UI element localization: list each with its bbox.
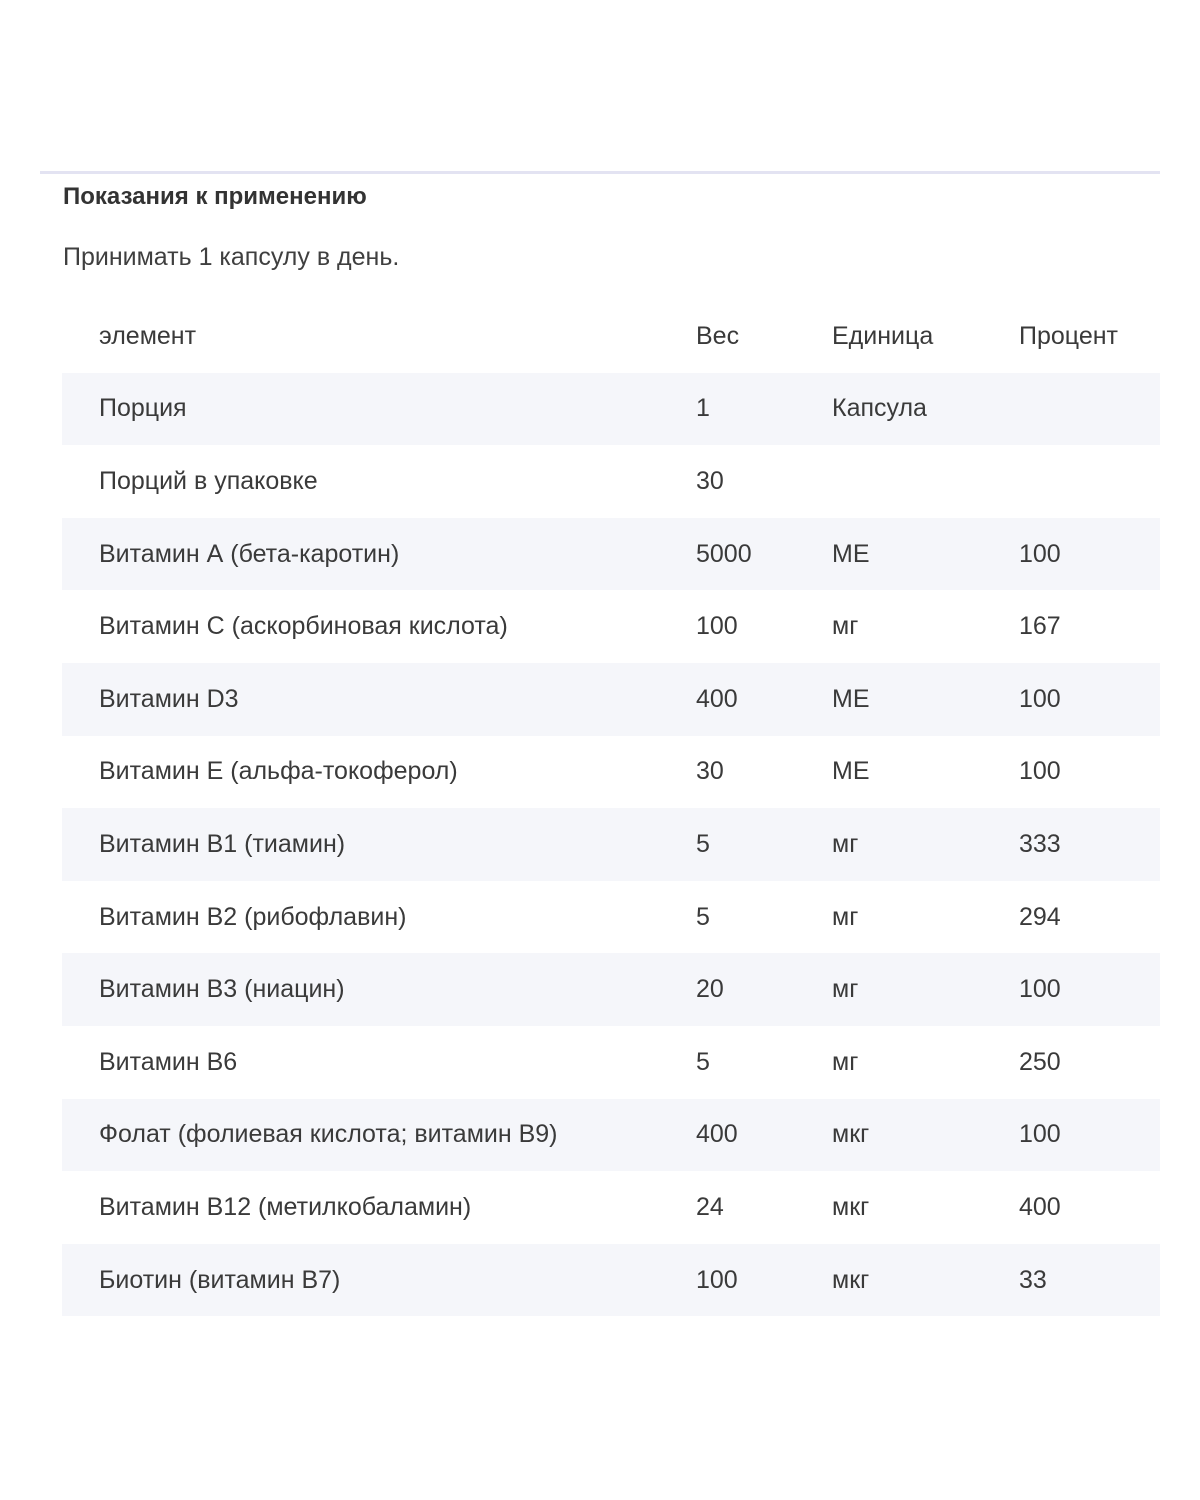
row-unit: мг [832,902,859,931]
row-weight: 100 [696,612,738,641]
header-unit: Единица [832,321,934,350]
table-row [62,1171,1160,1244]
row-unit: мг [832,829,859,858]
row-name: Витамин С (аскорбиновая кислота) [99,612,508,641]
row-name: Витамин B2 (рибофлавин) [99,902,407,931]
table-row [62,590,1160,663]
row-weight: 5 [696,829,710,858]
table-row [62,663,1160,736]
table-row [62,518,1160,591]
row-unit: мг [832,1047,859,1076]
row-unit: мг [832,975,859,1004]
row-name: Фолат (фолиевая кислота; витамин B9) [99,1120,558,1149]
row-weight: 30 [696,466,724,495]
row-percent: 400 [1019,1192,1061,1221]
row-name: Биотин (витамин B7) [99,1265,341,1294]
row-name: Порция [99,394,187,423]
row-name: Витамин B6 [99,1047,238,1076]
table-row [62,445,1160,518]
row-name: Витамин B12 (метилкобаламин) [99,1192,472,1221]
row-unit: МЕ [832,757,870,786]
row-percent: 33 [1019,1265,1047,1294]
header-percent: Процент [1019,321,1118,350]
nutrition-table [62,300,1160,1316]
dosage-instruction: Принимать 1 капсулу в день. [63,243,400,271]
table-row [62,1099,1160,1172]
row-weight: 24 [696,1192,724,1221]
row-unit: мкг [832,1265,870,1294]
row-percent: 100 [1019,757,1061,786]
row-name: Витамин Е (альфа-токоферол) [99,757,458,786]
row-name: Порций в упаковке [99,466,318,495]
row-weight: 1 [696,394,710,423]
table-row [62,953,1160,1026]
row-name: Витамин B3 (ниацин) [99,975,345,1004]
row-percent: 333 [1019,829,1061,858]
row-weight: 5 [696,902,710,931]
row-percent: 100 [1019,539,1061,568]
row-weight: 5 [696,1047,710,1076]
row-weight: 5000 [696,539,752,568]
row-unit: МЕ [832,684,870,713]
row-weight: 400 [696,684,738,713]
table-row [62,373,1160,446]
header-weight: Вес [696,321,740,350]
table-row [62,736,1160,809]
row-unit: мг [832,612,859,641]
table-row [62,1244,1160,1317]
row-unit: мкг [832,1120,870,1149]
table-row [62,1026,1160,1099]
row-weight: 30 [696,757,724,786]
table-row [62,808,1160,881]
row-name: Витамин А (бета-каротин) [99,539,400,568]
row-weight: 400 [696,1120,738,1149]
row-percent: 100 [1019,975,1061,1004]
table-header-row [62,300,1160,373]
row-weight: 100 [696,1265,738,1294]
row-unit: мкг [832,1192,870,1221]
section-divider [40,171,1160,174]
row-weight: 20 [696,975,724,1004]
row-percent: 167 [1019,612,1061,641]
row-percent: 100 [1019,1120,1061,1149]
row-percent: 294 [1019,902,1061,931]
section-title: Показания к применению [63,183,367,210]
row-unit: МЕ [832,539,870,568]
row-percent: 100 [1019,684,1061,713]
row-name: Витамин D3 [99,684,239,713]
header-name: элемент [99,321,197,350]
table-row [62,881,1160,954]
row-percent: 250 [1019,1047,1061,1076]
row-unit: Капсула [832,394,927,423]
row-name: Витамин B1 (тиамин) [99,829,346,858]
